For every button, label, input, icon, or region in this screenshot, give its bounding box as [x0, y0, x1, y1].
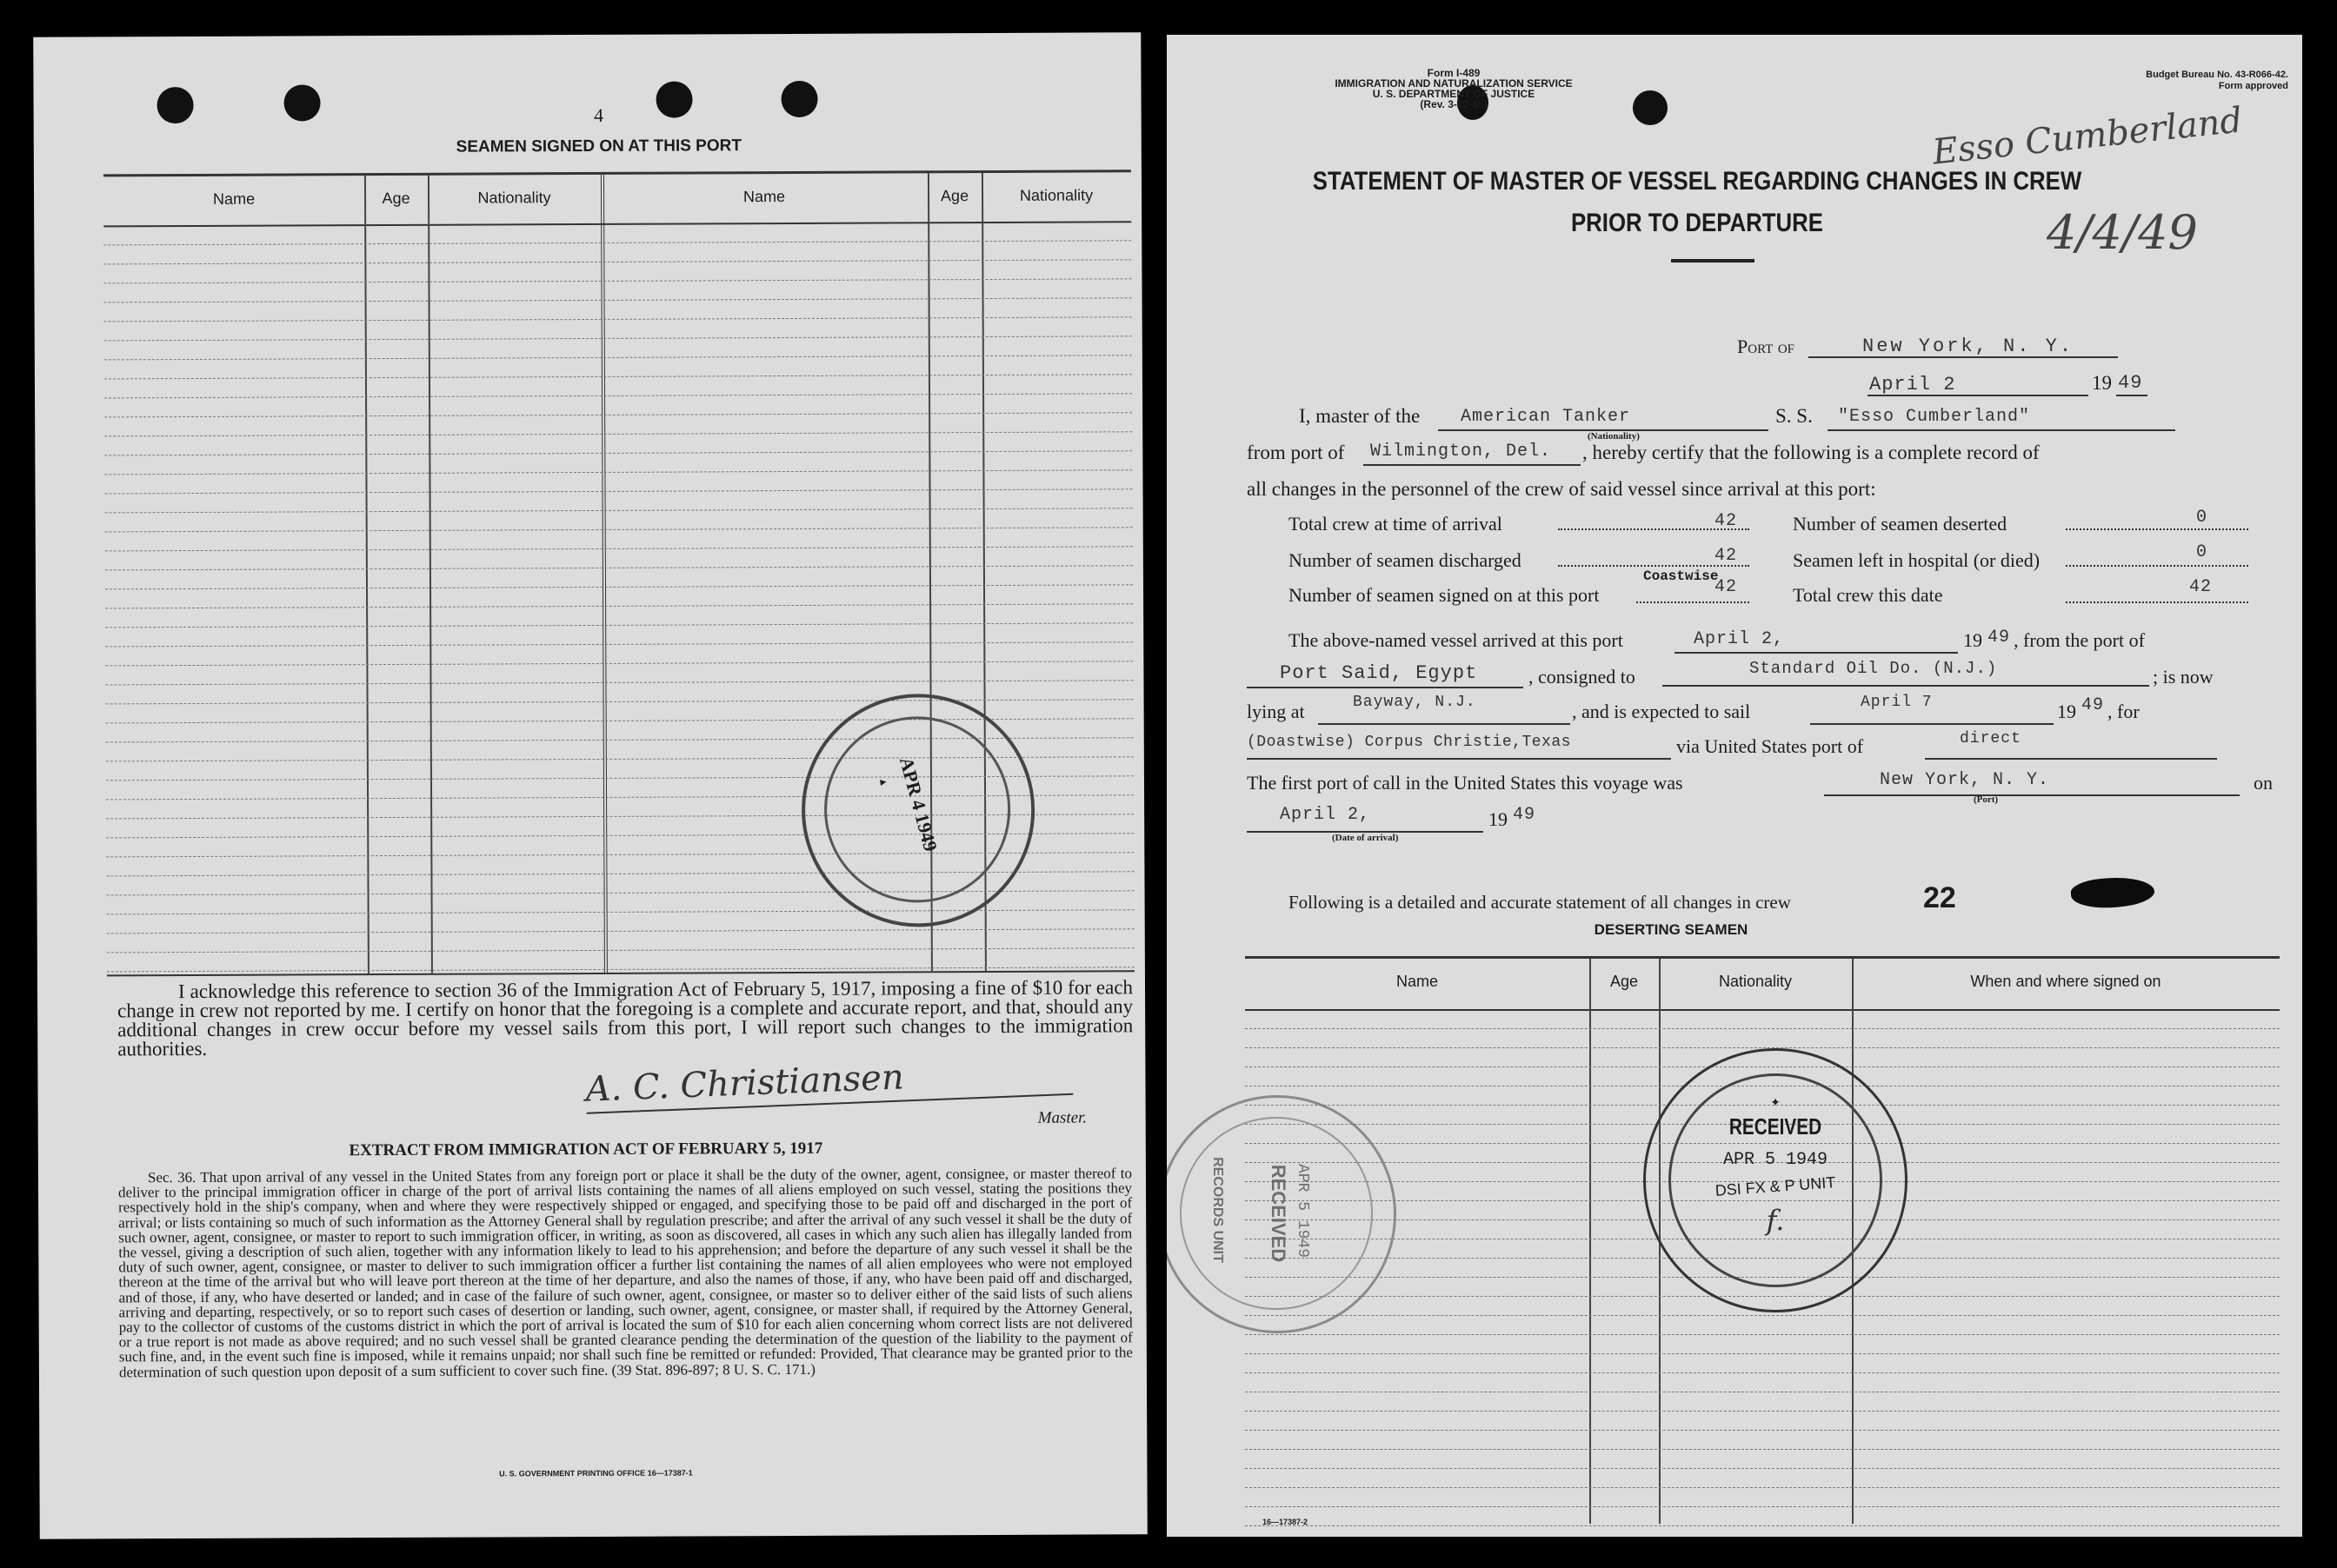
printer-line: U. S. GOVERNMENT PRINTING OFFICE 16—17387-1 [499, 1468, 693, 1478]
agency-line: U. S. DEPARTMENT OF JUSTICE [1372, 88, 1535, 100]
master-label: Master. [1037, 1108, 1088, 1127]
stamp-title: RECEIVED [1728, 1113, 1822, 1139]
table-row [1245, 1506, 2280, 1507]
stat-label: Total crew at time of arrival [1288, 513, 1502, 535]
following-number: 22 [1923, 881, 1956, 914]
via-port: direct [1960, 730, 2021, 747]
column-header: When and where signed on [1970, 973, 2161, 990]
table-heading: SEAMEN SIGNED ON AT THIS PORT [456, 136, 742, 156]
stat-value: 42 [2189, 577, 2213, 597]
stamp-initial: f. [1766, 1204, 1785, 1237]
stamp-marker-icon: ▲ [876, 775, 891, 789]
column-header: Nationality [1718, 973, 1793, 990]
redaction-mark [2070, 875, 2155, 911]
port-label: Port of [1737, 336, 1795, 357]
port-value: New York, N. Y. [1862, 336, 2074, 357]
port-caption: (Port) [1974, 794, 1999, 805]
table-row [105, 488, 1133, 494]
table-row [105, 565, 1133, 570]
extract-title: EXTRACT FROM IMMIGRATION ACT OF FEBRUARY 5, 1917 [349, 1139, 823, 1160]
form-approval: Form approved [2218, 81, 2288, 91]
stat-label: Total crew this date [1793, 584, 1943, 606]
punch-hole [656, 81, 692, 117]
table-row [105, 546, 1133, 551]
table-row [1245, 1028, 2280, 1029]
master-prefix: I, master of the [1299, 405, 1421, 427]
for-label: , for [2107, 701, 2140, 722]
arrived-label: The above-named vessel arrived at this port [1288, 629, 1623, 651]
table-row [1245, 1468, 2280, 1469]
right-page [1167, 35, 2302, 1537]
form-subtitle: PRIOR TO DEPARTURE [1570, 209, 1824, 237]
nationality-caption: (Nationality) [1588, 431, 1640, 442]
agency-line: IMMIGRATION AND NATURALIZATION SERVICE [1335, 77, 1573, 90]
form-header [1219, 68, 1688, 110]
table-row [1245, 1525, 2280, 1526]
stat-label: Seamen left in hospital (or died) [1793, 549, 2041, 571]
expected-label: , and is expected to sail [1572, 701, 1751, 722]
table-row [1245, 1487, 2280, 1488]
table-row [107, 928, 1135, 933]
from-port-label: from port of [1247, 442, 1345, 463]
table-row [1245, 1411, 2280, 1412]
page-number: 4 [594, 103, 604, 126]
deserting-heading: DESERTING SEAMEN [1594, 921, 1748, 938]
stat-value: 0 [2196, 508, 2208, 528]
date-year: 49 [2118, 372, 2143, 394]
table-row [1245, 1449, 2280, 1450]
table-row [104, 431, 1132, 436]
punch-hole [156, 87, 193, 123]
table-row [1245, 1334, 2280, 1335]
budget-number: Budget Bureau No. 43-R066-42. [2146, 70, 2288, 80]
table-row [105, 661, 1133, 666]
table-row [104, 355, 1132, 360]
stat-value: 42 [1714, 511, 1738, 531]
stat-label: Number of seamen deserted [1793, 513, 2007, 535]
table-row [106, 699, 1134, 704]
column-header: Name [212, 189, 256, 208]
stamp-title: RECEIVED [1268, 1164, 1289, 1263]
printer-line: 16—17387-2 [1262, 1518, 1308, 1526]
stat-value: 42 [1714, 577, 1738, 597]
table-row [104, 469, 1132, 475]
from-port-value: Wilmington, Del. [1370, 442, 1552, 462]
stamp-date: APR 5 1949 [1722, 1150, 1828, 1170]
table-row [104, 316, 1132, 322]
table-row [107, 967, 1135, 972]
master-signature: A. C. Christiansen [585, 1048, 1074, 1114]
arrived-date: April 2, [1694, 629, 1785, 649]
table-row [1245, 1430, 2280, 1431]
is-now-label: ; is now [2153, 666, 2214, 688]
column-header: Nationality [477, 189, 551, 207]
table-row [107, 909, 1135, 914]
table-row [105, 508, 1133, 513]
nationality-value: American Tanker [1461, 407, 1631, 427]
column-header: Name [1395, 973, 1438, 990]
table-row [105, 641, 1133, 647]
stat-label: Number of seamen discharged [1288, 549, 1521, 571]
arrival-year: 49 [1513, 805, 1536, 825]
sail-date: April 7 [1861, 694, 1933, 711]
table-row [105, 584, 1133, 589]
handwritten-vessel-name: Esso Cumberland [1930, 100, 2245, 173]
form-title: STATEMENT OF MASTER OF VESSEL REGARDING CHANGES IN CREW [1312, 167, 2082, 196]
table-row [1245, 1372, 2280, 1373]
stat-label: Number of seamen signed on at this port [1288, 584, 1600, 606]
stamp-star-icon: ✦ [1770, 1097, 1781, 1110]
table-row [1245, 1353, 2280, 1354]
sail-year-prefix: 19 [2057, 701, 2076, 722]
via-label: via United States port of [1676, 735, 1864, 757]
stat-value: 42 [1714, 546, 1738, 566]
table-row [105, 603, 1133, 608]
table-row [104, 450, 1132, 455]
table-row [104, 412, 1132, 417]
lying-at-label: lying at [1247, 701, 1305, 722]
table-row [105, 527, 1133, 532]
handwritten-date: 4/4/49 [2047, 205, 2198, 260]
table-row [107, 947, 1135, 953]
consignee: Standard Oil Do. (N.J.) [1749, 659, 1998, 678]
stamp-unit: RECORDS UNIT [1210, 1157, 1225, 1263]
punch-hole [781, 81, 817, 117]
column-header: Nationality [1019, 186, 1094, 204]
vessel-name: "Esso Cumberland" [1838, 407, 2031, 427]
records-stamp [1167, 1095, 1396, 1333]
destination: (Doastwise) Corpus Christie,Texas [1247, 734, 1571, 751]
date-year-prefix: 19 [2092, 372, 2112, 394]
form-id: Form I-489 [1427, 67, 1481, 79]
stamp-unit: DSI FX & P UNIT [1714, 1173, 1836, 1199]
budget-block [2027, 70, 2288, 92]
table-row [1245, 1315, 2280, 1316]
origin-port: Port Said, Egypt [1280, 662, 1478, 684]
on-label: on [2254, 772, 2273, 794]
agency-line: (Rev. 3-22-45) [1420, 98, 1488, 110]
consigned-label: , consigned to [1528, 666, 1635, 688]
acknowledgement-text: I acknowledge this reference to section 36 of the Immigration Act of February 5, 1917, imposing a fine of $10 for each change in crew not reported by me. I certify on honor that the foregoing is a complete and accurate report, and that, should any additional changes in crew occur before my vessel sails from this port, I will report such changes to the immigration authorities. [117, 976, 1134, 1060]
stat-value: 0 [2196, 542, 2208, 562]
from-the-port-label: , from the port of [2014, 629, 2145, 651]
extract-body: Sec. 36. That upon arrival of any vessel in the United States from any foreign port or place it shall be the duty of the owner, agent, consignee, or master thereof to deliver to the principal immigration officer in charge of the port of arrival lists containing the names of all aliens employed on such vessel, stating the positions they respectively hold in the ship's company, when and where they were respectively shipped or engaged, and specifying those to be paid off and discharged in the port of arrival; or lists containing so much of such information as the Attorney General shall by regulation prescribe; and after the arrival of any such vessel it shall be the duty of such owner, agent, consignee, or master to report to such immigration officer, in writing, as soon as discovered, all cases in which any such alien has illegally landed from the vessel, giving a description of such alien, together with any information likely to lead to his apprehension; and before the departure of any such vessel it shall be the duty of such owner, agent, consignee, or master to deliver to such immigration officer a further list containing the names of all alien employees who were not employed thereon at the time of the arrival but who will leave port thereon at the time of her departure, and also the names of those, if any, who have been paid off and discharged, and of those, if any, who have deserted or landed; and in case of the failure of such owner, agent, consignee, or master so to deliver either of the said lists of such aliens arriving and departing, respectively, or so to report such cases of desertion or landing, such owner, agent, consignee, or master shall, if required by the Attorney General, pay to the collector of customs of the customs district in which the port of arrival is located the sum of $10 for each alien concerning whom correct lists are not delivered or a true report is not made as above required; and no such vessel shall be granted clearance pending the determination of the question of the liability to the payment of such fine, and, in the event such fine is imposed, while it remains unpaid; nor shall such fine be remitted or refunded: Provided, That clearance may be granted prior to the determination of such question upon deposit of a sum sufficient to cover such fine. (39 Stat. 896-897; 8 U. S. C. 171.) [117, 1165, 1133, 1381]
arrived-year: 49 [1987, 628, 2011, 648]
column-header: Age [1609, 973, 1639, 990]
column-header: Age [382, 189, 410, 208]
table-row [104, 336, 1132, 341]
arrived-year-prefix: 19 [1963, 629, 1982, 651]
left-page [33, 32, 1148, 1539]
all-changes-text: all changes in the personnel of the crew of said vessel since arrival at this port: [1247, 478, 1876, 500]
stamp-date: APR 4 1949 [895, 754, 942, 854]
punch-hole [283, 84, 320, 121]
date-month-day: April 2 [1869, 374, 1956, 395]
date-caption: (Date of arrival) [1332, 833, 1399, 843]
received-stamp [1643, 1048, 1908, 1312]
certify-text: , hereby certify that the following is a complete record of [1582, 442, 2040, 463]
ss-label: S. S. [1775, 405, 1813, 427]
following-text: Following is a detailed and accurate statement of all changes in crew [1288, 892, 1791, 913]
title-rule [1671, 259, 1754, 262]
arrival-date: April 2, [1280, 805, 1371, 825]
column-header: Age [940, 187, 969, 205]
sail-year: 49 [2081, 695, 2105, 715]
table-row [105, 622, 1133, 628]
table-row [104, 393, 1132, 398]
table-row [104, 297, 1132, 302]
coastwise-note: Coastwise [1643, 568, 1719, 584]
table-row [103, 259, 1131, 264]
table-row [103, 278, 1131, 283]
first-port: New York, N. Y. [1880, 770, 2050, 790]
table-row [105, 680, 1133, 685]
date-stamp [802, 694, 1035, 927]
lying-at: Bayway, N.J. [1353, 694, 1476, 711]
first-port-label: The first port of call in the United States this voyage was [1247, 772, 1683, 794]
stamp-date: APR 5 1949 [1294, 1163, 1311, 1259]
table-row [104, 374, 1132, 379]
column-header: Name [742, 188, 786, 206]
table-row [103, 240, 1131, 245]
arrival-year-prefix: 19 [1488, 808, 1508, 830]
